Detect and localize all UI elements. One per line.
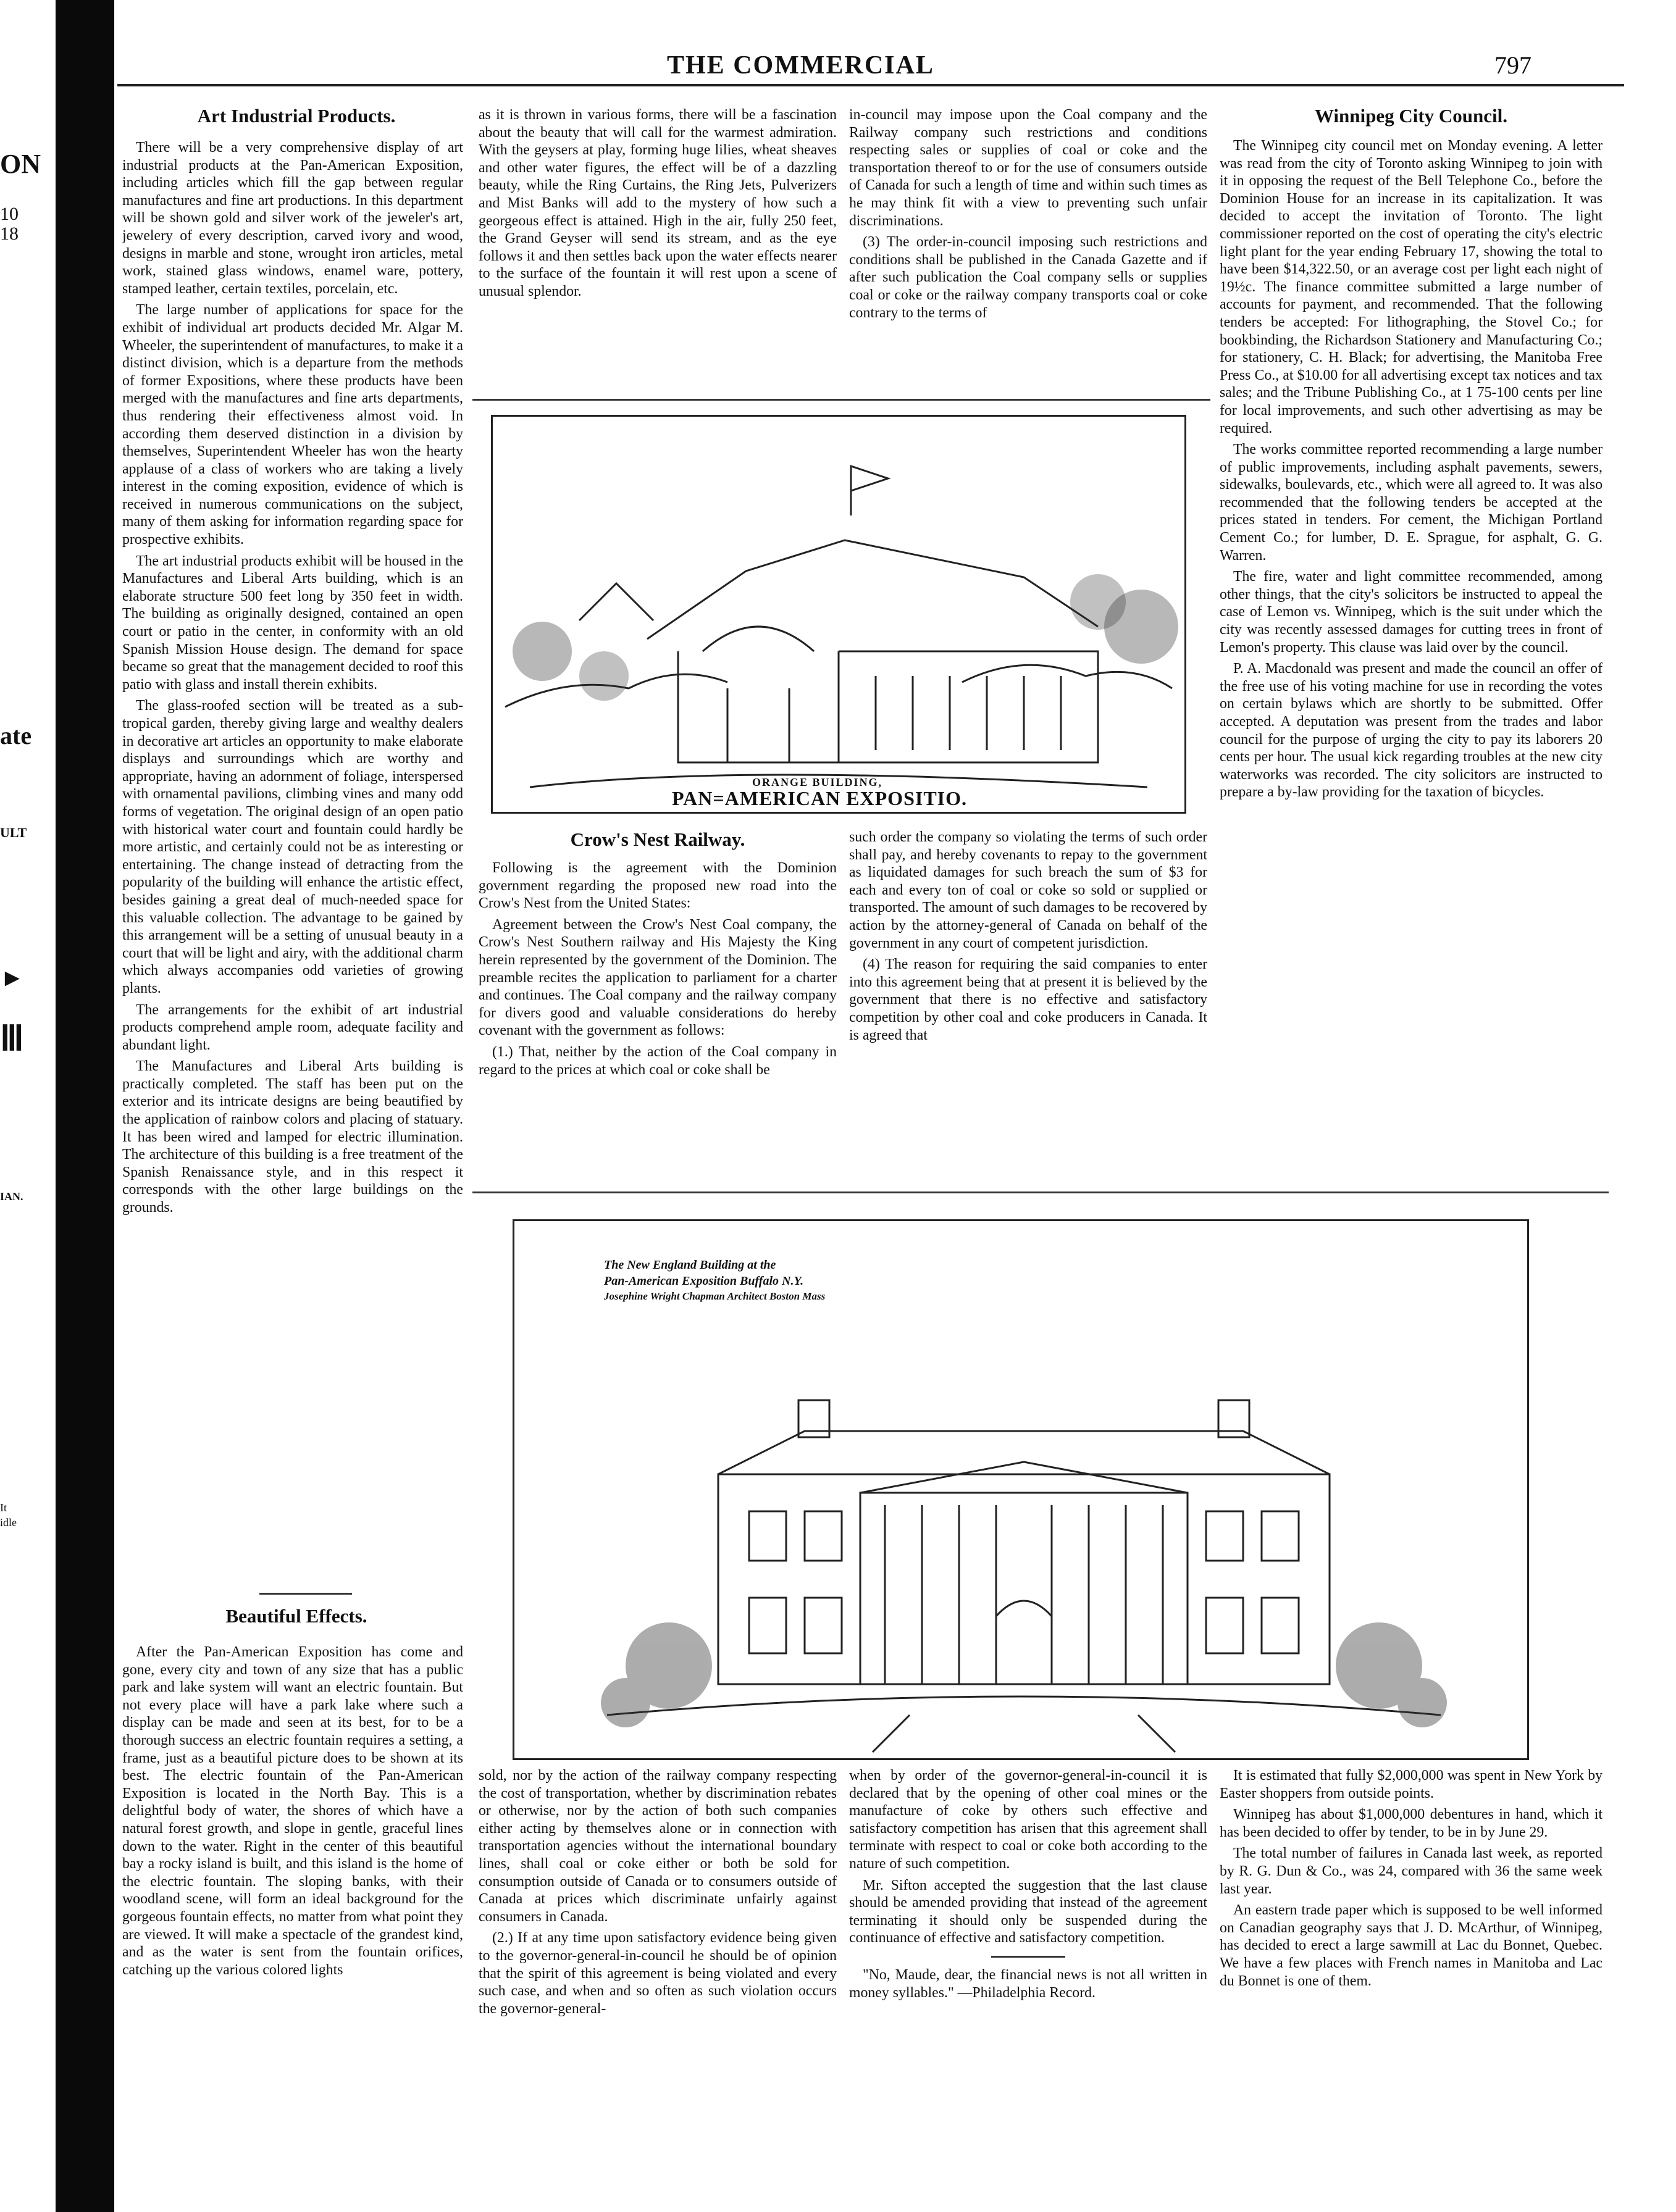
article-crows-nest-col2 (849, 828, 1207, 1187)
paragraph: The works committee reported recommending a large number of public improvements, including asphalt pavements, sewers, sidewalks, boulevards, etc., which were all agreed to. It was also recommended that the following tenders be accepted at the prices stated in tenders. For cement, the Michigan Portland Cement Co.; for lumber, D. E. Sprague, for asphalt, G. G. Warren. (1220, 441, 1603, 564)
page-number: 797 (1494, 51, 1531, 79)
paragraph: when by order of the governor-general-in-council it is declared that by the opening of other coal mines or the manufacture of coke by others such effective and satisfactory competition has arisen that this agreement shall terminate with respect to coal or coke both according to the nature of such competition. (849, 1768, 1207, 1872)
paragraph: (1.) That, neither by the action of the Coal company in regard to the prices at which coal or coke shall be (479, 1043, 837, 1078)
article-crows-nest (479, 859, 837, 1187)
paragraph: After the Pan-American Exposition has come and gone, every city and town of any size that has a public park and lake system will want an electric fountain. But not every place will have a park lake where such a display can be made and seen at its best, for to be a thorough success an electric fountain requires a setting, a frame, just as a beautiful picture does to be shown at its best. The electric fountain of the Pan-American Exposition is located in the North Bay. This is a delightful body of water, the shores of which have a natural forest growth, and slope in gentle, graceful lines down to the water. Right in the center of this beautiful bay a rocky island is built, and this island is the home of the electric fountain. The sloping banks, with their woodland scene, will form an ideal background for the gorgeous fountain effects, no matter from what point they are viewed. It will make a spectacle of the grandest kind, and as the water is sent from the fountain orifices, catching up the various colored lights (122, 1644, 463, 1978)
article-beautiful-effects (122, 1643, 463, 2174)
article-miscellany (1220, 1767, 1603, 2174)
paragraph: Mr. Sifton accepted the suggestion that the last clause should be amended providing that instead of the agreement terminating it should only be suspended during the continuance of effective and satisfactory competition. (849, 1877, 1207, 1947)
section-divider (259, 1593, 352, 1595)
section-divider (472, 399, 1210, 401)
illustration-caption-line: The New England Building at the (604, 1258, 776, 1272)
gutter-fragment: ate (0, 722, 32, 749)
mansion-sketch-icon (514, 1221, 1527, 1758)
quote-paragraph: "No, Maude, dear, the financial news is not all written in money syllables." —Philadelphia Record. (849, 1966, 1207, 2001)
paragraph: The Manufactures and Liberal Arts building is practically completed. The staff has been put on the exterior and its intricate designs are being beautified by the application of rainbow colors and placing of statuary. It has been wired and lamped for electric illumination. The architecture of this building is a free treatment of the Spanish Renaissance style, and in this respect it corresponds with the other large buildings on the grounds. (122, 1058, 463, 1216)
paragraph: The Winnipeg city council met on Monday evening. A letter was read from the city of Toronto asking Winnipeg to join with it in opposing the request of the Bell Telephone Co., before the Dominion House for an increase in its capitalization. It was decided to accept the invitation of Toronto. The light commissioner reported on the cost of operating the city's electric light plant for the year ending February 17, showing the total to have been $14,322.50, or an average cost per light each night of 19½c. The finance committee submitted a large number of accounts for payment, and recommended. That the following tenders be accepted: For lithographing, the Stovel Co.; for bookbinding, the Richardson Stationery and Manufacturing Co.; for stationery, C. H. Black; for advertising, the Manitoba Free Press Co., at $10.00 for all advertising except tax notices and tax sales; and the Tribune Publishing Co., at 1 75-100 cents per line for local improvements, and such other advertising as may be required. (1220, 138, 1603, 436)
paragraph: Following is the agreement with the Dominion government regarding the proposed new road into the Crow's Nest from the United States: (479, 860, 837, 912)
gutter-fragment: ULT (0, 825, 27, 840)
article-crows-nest-bottom-2 (849, 1767, 1207, 2174)
paragraph: Agreement between the Crow's Nest Coal company, the Crow's Nest Southern railway and His Majesty the King herein represented by the government of the Dominion. The preamble recites the application to parliament for a charter and continues. The Coal company and the railway company for divers good and valuable considerations do hereby covenant with the government as follows: (479, 916, 837, 1039)
illustration-caption-line: Pan-American Exposition Buffalo N.Y. (604, 1274, 804, 1288)
paragraph: The glass-roofed section will be treated as a sub-tropical garden, thereby giving large and wealthy dealers in decorative art articles an opportunity to make elaborate displays and surroundings which are worthy and appropriate, having an adornment of foliage, interspersed with ornamental pavilions, climbing vines and many odd forms of vegetation. The original design of an open patio with historical water court and fountain could hardly be more artistic, and certainly could not be as interesting or entertaining. The change instead of detracting from the popularity of the building will enhance the artistic effect, besides gaining a great deal of much-needed space for this valuable collection. The advantage to be gained by this arrangement will be a setting of unusual beauty in a court that will be light and airy, with the additional charm which always accompanies odd varieties of growing plants. (122, 698, 463, 996)
article-art-industrial (122, 139, 463, 1582)
paragraph: (2.) If at any time upon satisfactory evidence being given to the governor-general-in-council he should be of opinion that the spirit of this agreement is being violated and every such case, and when and so often as such violation occurs the governor-general- (479, 1930, 837, 2017)
gutter-fragment: 10 (0, 204, 19, 224)
gutter-fragment: idle (0, 1516, 17, 1529)
paragraph: The arrangements for the exhibit of art industrial products comprehend ample room, adequate facility and abundant light. (122, 1001, 463, 1053)
article-heading: Beautiful Effects. (225, 1605, 367, 1627)
binding-bar (56, 0, 114, 2212)
orange-building-illustration (491, 415, 1186, 814)
article-heading: Winnipeg City Council. (1314, 105, 1508, 127)
gutter-arrow-icon: ► (0, 964, 25, 991)
article-winnipeg (1220, 137, 1603, 1187)
paragraph: in-council may impose upon the Coal company and the Railway company such restrictions and conditions respecting sales or supplies of coal or coke and the transportation thereof to or for the use of consumers outside of Canada for such a length of time and within such times as he may think fit with a view to preventing such unfair discriminations. (849, 107, 1207, 229)
paragraph: It is estimated that fully $2,000,000 was spent in New York by Easter shoppers from outside points. (1220, 1768, 1603, 1801)
gutter-fragment: IAN. (0, 1190, 23, 1203)
section-divider (472, 1192, 1609, 1193)
paragraph: The total number of failures in Canada last week, as reported by R. G. Dun & Co., was 24, compared with 36 the same week last year. (1220, 1845, 1603, 1897)
article-heading: Crow's Nest Railway. (570, 828, 745, 850)
paragraph: (4) The reason for requiring the said companies to enter into this agreement being that at present it is believed by the government that there is no effective and satisfactory competition by other coal and coke producers in Canada. It is agreed that (849, 956, 1207, 1043)
gutter-glyph-icon: Ⅲ (0, 1020, 24, 1058)
paragraph: There will be a very comprehensive display of art industrial products at the Pan-American Exposition, including articles which fill the gap between regular manufactures and fine art productions. In this department will be shown gold and silver work of the jeweler's art, jewelery of every description, carved ivory and wood, designs in marble and stone, wrought iron articles, metal work, stained glass windows, enamel ware, pottery, stamped leather, certain textiles, porcelain, etc. (122, 140, 463, 297)
paragraph: sold, nor by the action of the railway company respecting the cost of transportation, whether by discrimination rebates or otherwise, nor by the action of both such companies either acting by themselves alone or in connection with transportation agencies without the international boundary lines, shall coal or coke either or both be sold for consumption outside of Canada or to consumers outside of Canada at prices which discriminate unfairly against consumers in Canada. (479, 1768, 837, 1925)
paragraph: The fire, water and light committee recommended, among other things, that the city's solicitors be instructed to appeal the case of Lemon vs. Winnipeg, which is the suit under which the city was recently assessed damages for cutting trees in front of Lemon's property. This clause was laid over by the council. (1220, 569, 1603, 656)
illustration-label: ORANGE BUILDING, (752, 776, 883, 788)
illustration-caption-line: Josephine Wright Chapman Architect Boston Mass (604, 1290, 826, 1302)
paragraph: An eastern trade paper which is supposed to be well informed on Canadian geography says that J. D. McArthur, of Winnipeg, has decided to erect a large sawmill at Lac du Bonnet, Quebec. We have a few places with French names in Manitoba and Lac du Bonnet is one of them. (1220, 1902, 1603, 1989)
article-crows-nest-cont (849, 106, 1207, 390)
header-rule (117, 84, 1624, 86)
gutter-fragment: 18 (0, 223, 19, 244)
page-title: THE COMMERCIAL (667, 51, 934, 80)
paragraph: as it is thrown in various forms, there will be a fascination about the beauty that will call for the warmest admiration. With the geysers at play, forming huge lilies, wheat sheaves and other water figures, the effect will be of a dazzling beauty, while the Ring Curtains, the Ring Jets, Pulverizers and Mist Banks will add to the mystery of how such a georgeous effect is attained. High in the air, fully 250 feet, the Grand Geyser will send its stream, and as the eye follows it and then settles back upon the water effects nearer to the surface of the fountain it will rest upon a scene of unusual splendor. (479, 107, 837, 299)
paragraph: such order the company so violating the terms of such order shall pay, and hereby covenants to repay to the government as liquidated damages for such breach the sum of $3 for each and every ton of coal or coke so sold or supplied or transported. The amount of such damages to be recovered by action by the attorney-general of Canada on behalf of the government in any court of competent jurisdiction. (849, 829, 1207, 951)
gutter-fragment: ON (0, 149, 41, 179)
paragraph: The art industrial products exhibit will be housed in the Manufactures and Liberal Arts building, which is an elaborate structure 500 feet long by 350 feet in width. The building as originally designed, contained an open court or patio in the center, in conformity with an old Spanish Mission House design. The demand for space became so great that the management decided to roof this patio with glass and install therein exhibits. (122, 553, 463, 693)
building-sketch-icon (493, 417, 1184, 812)
paragraph: (3) The order-in-council imposing such restrictions and conditions shall be published in the Canada Gazette and if after such publication the Coal company sells or supplies coal or coke or the railway company transports coal or coke contrary to the terms of (849, 234, 1207, 321)
paragraph: P. A. Macdonald was present and made the council an offer of the free use of his voting machine for use in recording the votes on certain bylaws which are shortly to be submitted. Offer accepted. A deputation was present from the trades and labor council for the purpose of urging the city to pay its laborers 20 cents per hour. The usual kick regarding troubles at the new city waterworks was recorded. The city solicitors are instructed to prepare a by-law providing for the taxation of bicycles. (1220, 661, 1603, 801)
section-divider (991, 1956, 1065, 1958)
gutter-fragment: It (0, 1501, 7, 1514)
new-england-building-illustration (513, 1219, 1529, 1760)
article-crows-nest-bottom-1 (479, 1767, 837, 2174)
illustration-caption: PAN=AMERICAN EXPOSITIO. (672, 787, 967, 809)
paragraph: Winnipeg has about $1,000,000 debentures in hand, which it has been decided to offer by tender, to be in by June 29. (1220, 1806, 1603, 1840)
article-beautiful-effects-cont (479, 106, 837, 390)
paragraph: The large number of applications for space for the exhibit of individual art products decided Mr. Algar M. Wheeler, the superintendent of manufactures, to make it a distinct division, which is a departure from the methods of former Expositions, where these products have been merged with the manufactures and fine arts departments, thus rendering their effectiveness almost void. In according them deserved distinction in a division by themselves, Superintendent Wheeler has won the hearty applause of a class of workers who are taking a lively interest in the coming exposition, evidence of which is received in numerous communications on the subject, many of them asking for information regarding space for prospective exhibits. (122, 302, 463, 548)
article-heading: Art Industrial Products. (197, 105, 396, 127)
